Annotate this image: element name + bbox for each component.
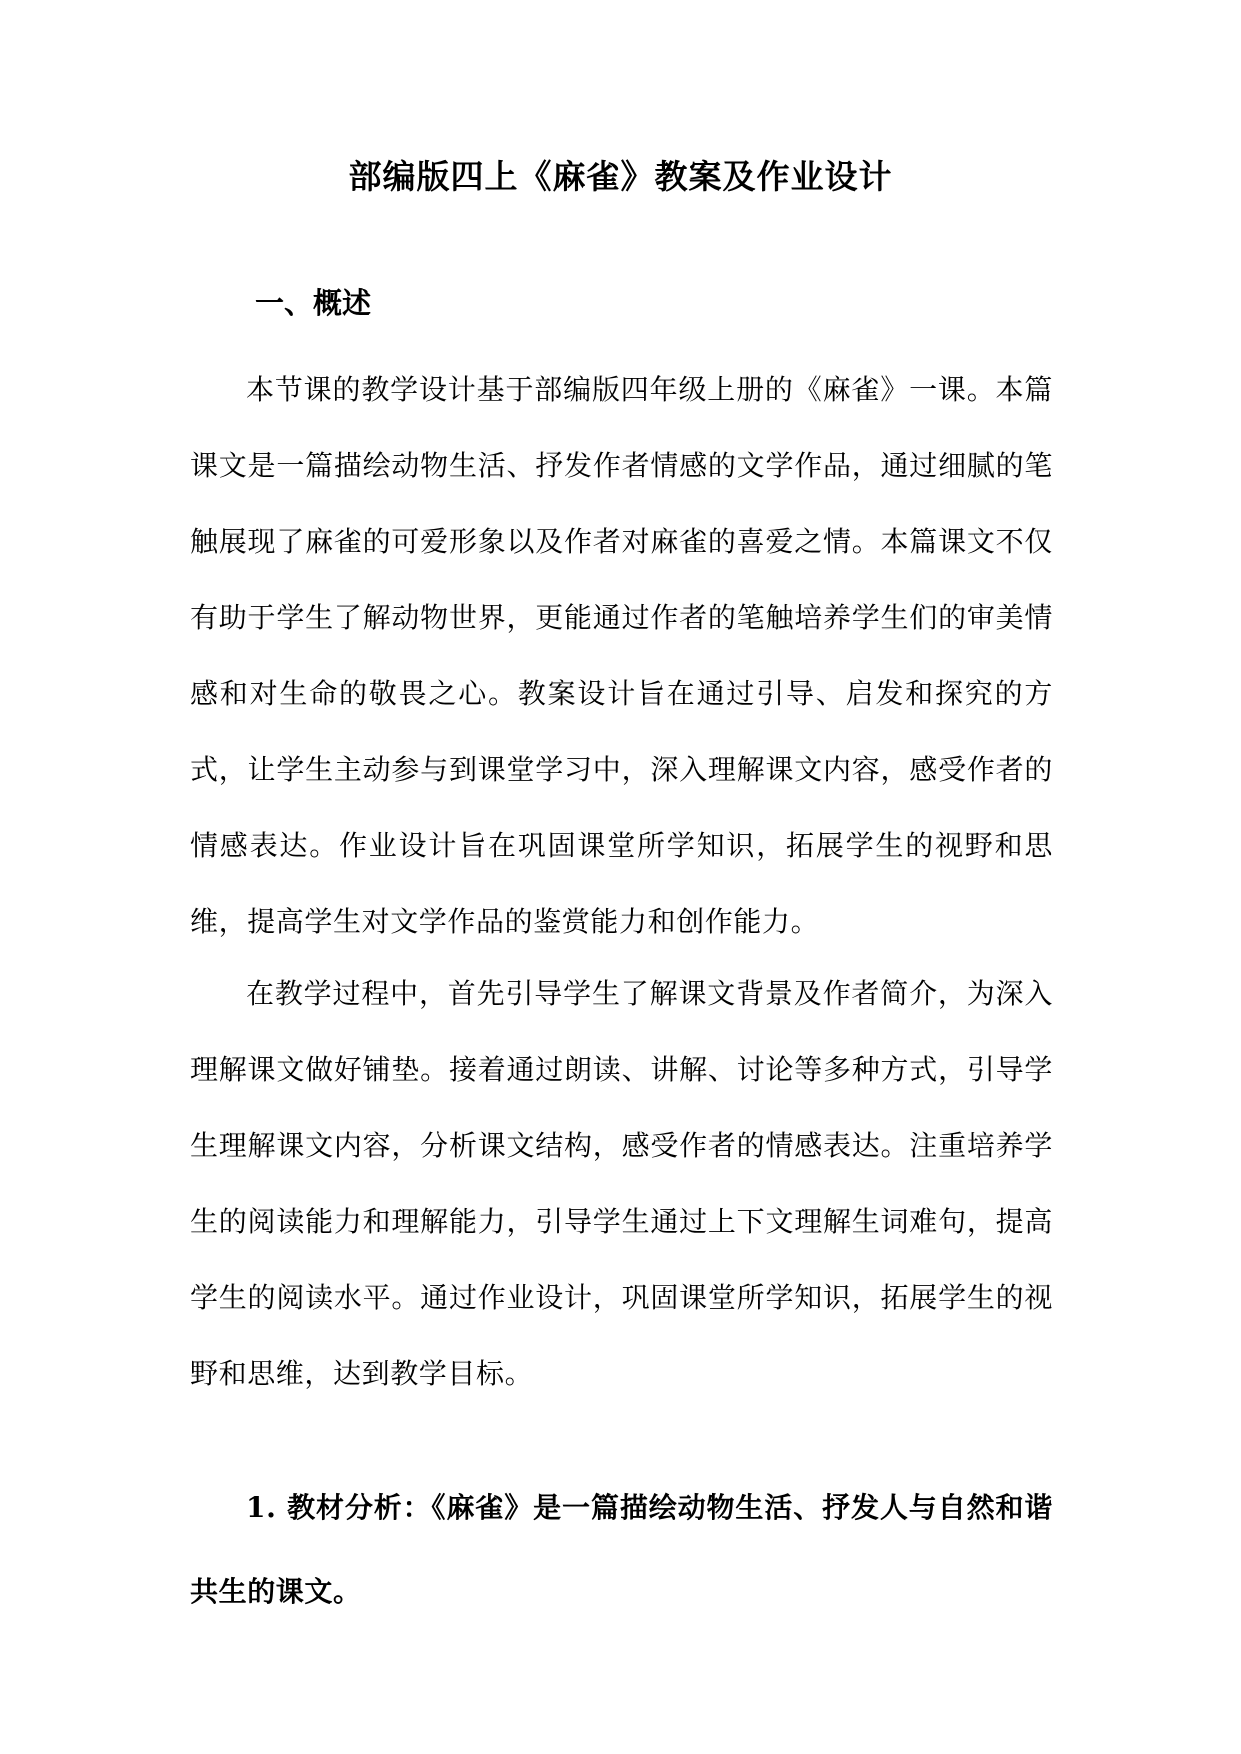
textbook-analysis-heading: 1. 教材分析：《麻雀》是一篇描绘动物生活、抒发人与自然和谐共生的课文。	[190, 1491, 1053, 1608]
section-heading-overview: 一、概述	[255, 286, 372, 320]
overview-paragraph-2: 在教学过程中，首先引导学生了解课文背景及作者简介，为深入理解课文做好铺垫。接着通过朗读、讲解、讨论等多种方式，引导学生理解课文内容，分析课文结构，感受作者的情感表达。注重培养学生的阅读能力和理解能力，引导学生通过上下文理解生词难句，提高学生的阅读水平。通过作业设计，巩固课堂所学知识，拓展学生的视野和思维，达到教学目标。	[190, 977, 1053, 1390]
overview-paragraph-1: 本节课的教学设计基于部编版四年级上册的《麻雀》一课。本篇课文是一篇描绘动物生活、抒发作者情感的文学作品，通过细腻的笔触展现了麻雀的可爱形象以及作者对麻雀的喜爱之情。本篇课文不仅有助于学生了解动物世界，更能通过作者的笔触培养学生们的审美情感和对生命的敬畏之心。教案设计旨在通过引导、启发和探究的方式，让学生主动参与到课堂学习中，深入理解课文内容，感受作者的情感表达。作业设计旨在巩固课堂所学知识，拓展学生的视野和思维，提高学生对文学作品的鉴赏能力和创作能力。	[190, 373, 1053, 938]
document-title: 部编版四上《麻雀》教案及作业设计	[348, 157, 893, 196]
